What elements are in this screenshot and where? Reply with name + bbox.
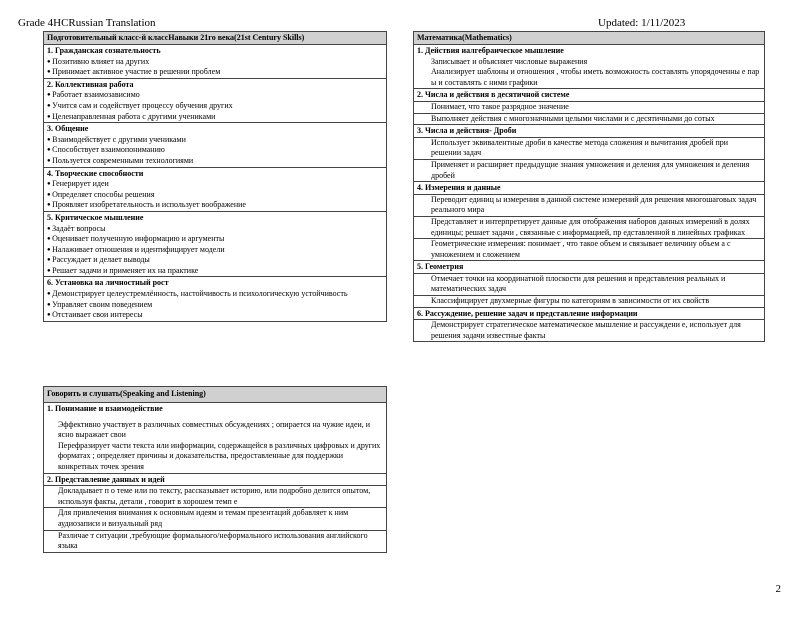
updated-date: Updated: 1/11/2023 bbox=[598, 17, 686, 29]
math-section bbox=[414, 89, 764, 125]
bullet-item: ● Принимает активное участие в решении проблем bbox=[44, 67, 386, 78]
bullet-item: ● Демонстрирует целеустремлённость, настойчивость и психологическую устойчивость bbox=[44, 289, 386, 300]
bullet-item: ● Проявляет изобретательность и использует воображение bbox=[44, 200, 386, 211]
skills-section bbox=[44, 277, 386, 320]
speaking-section bbox=[44, 403, 386, 474]
section-heading: 5. Геометрия bbox=[417, 262, 464, 272]
standard-item: Демонстрирует стратегическое математическое мышление и рассуждени е, использует для решения задачи известные факты bbox=[414, 319, 764, 341]
standard-item: Представляет и интерпретирует данные для отображения наборов данных измерений в долях единицы; решает задачи , связанные с информацией, пр едставленной в линейных графиках bbox=[414, 216, 764, 238]
math-box-title: Математика(Mathematics) bbox=[414, 31, 764, 45]
section-heading: 4. Измерения и данные bbox=[417, 183, 501, 193]
bullet-item: ● Налаживает отношения и идентифицирует модели bbox=[44, 245, 386, 256]
standard-item: Анализирует шаблоны и отношения , чтобы иметь возможность составлять упорядоченны е пар ы и составлять с ними графики bbox=[431, 67, 760, 87]
standard-item: Классифицирует двухмерные фигуры по категориям в зависимости от их свойств bbox=[414, 295, 764, 307]
standard-item: Перефразирует части текста или информации, содержащейся в различных цифровых и других форматах ; определяет причины и доказательства, предоставленные для поддержки конкретных точек зрения bbox=[58, 440, 381, 471]
math-sections bbox=[414, 45, 764, 341]
standard-item: Докладывает п о теме или по тексту, рассказывает историю, или подробно делится опытом, используя факты, детали , говорит в хорошем темп е bbox=[44, 485, 386, 507]
standard-item: Переводит единиц ы измерения в данной системе измерений для решения многошаговых задач реального мира bbox=[414, 194, 764, 216]
section-heading: 6. Рассуждение, решение задач и представление информации bbox=[417, 308, 638, 318]
standard-item: Геометрические измерения: понимает , что такое объем и связывает величину объем а с умножением и сложением bbox=[414, 238, 764, 260]
skills-box bbox=[43, 31, 387, 322]
skills-section bbox=[44, 212, 386, 278]
section-heading: 1. Гражданская сознательность bbox=[47, 46, 161, 55]
section-heading: 6. Установка на личностный рост bbox=[47, 278, 169, 288]
math-section bbox=[414, 125, 764, 182]
bullet-item: ● Работает взаимозависимо bbox=[44, 90, 386, 101]
bullet-item: ● Решает задачи и применяет их на практике bbox=[44, 266, 386, 277]
bullet-item: ● Учится сам и содействует процессу обучения других bbox=[44, 101, 386, 112]
math-section bbox=[414, 308, 764, 342]
skills-sections bbox=[44, 45, 386, 321]
page-number: 2 bbox=[775, 583, 781, 595]
section-heading: 5. Критическое мышление bbox=[47, 212, 144, 222]
math-section bbox=[414, 261, 764, 307]
bullet-item: ● Отстаивает свои интересы bbox=[44, 310, 386, 321]
standard-item: Эффективно участвует в различных совместных обсуждениях ; опирается на чужие идеи, и ясно выражает свои bbox=[58, 419, 371, 440]
standard-item: Записывает и объясняет числовые выражения bbox=[431, 56, 588, 66]
math-box bbox=[413, 31, 765, 342]
bullet-item: ● Определяет способы решения bbox=[44, 190, 386, 201]
standard-item: Выполняет действия с многозначными целыми числами и с десятичными до сотых bbox=[414, 113, 764, 125]
bullet-item: ● Оценивает полученную информацию и аргументы bbox=[44, 234, 386, 245]
section-heading: 1. Понимание и взаимодействие bbox=[47, 404, 163, 413]
section-heading: 2. Представление данных и идей bbox=[47, 474, 165, 484]
speaking-sections bbox=[44, 403, 386, 552]
section-heading: 3. Числа и действия- Дроби bbox=[417, 126, 517, 136]
section-heading: 2. Числа и действия в десятичной системе bbox=[417, 90, 570, 100]
speaking-section bbox=[44, 474, 386, 552]
speaking-box bbox=[43, 386, 387, 553]
section-heading: 4. Творческие способности bbox=[47, 168, 144, 178]
bullet-item: ● Взаимодействует с другими учениками bbox=[44, 135, 386, 146]
skills-box-title: Подготовительный класс-й классНавыки 21го века(21st Century Skills) bbox=[44, 31, 386, 45]
bullet-item: ● Пользуется современными технологиями bbox=[44, 156, 386, 167]
bullet-item: ● Рассуждает и делает выводы bbox=[44, 255, 386, 266]
bullet-item: ● Генерирует идеи bbox=[44, 179, 386, 190]
standard-item: Применяет и расширяет предыдущие знания умножения и деления для умножения и деления дробей bbox=[414, 159, 764, 181]
bullet-item: ● Способствует взаимопониманию bbox=[44, 145, 386, 156]
bullet-item: ● Управляет своим поведением bbox=[44, 300, 386, 311]
standard-item: Использует эквивалентные дроби в качестве метода сложения и вычитания дробей при решении задач bbox=[414, 137, 764, 159]
section-heading: 2. Коллективная работа bbox=[47, 79, 134, 89]
section-heading: 1. Действия иалгебраическое мышление bbox=[417, 46, 564, 55]
skills-section bbox=[44, 45, 386, 79]
skills-section bbox=[44, 79, 386, 123]
bullet-item: ● Позитивно влияет на других bbox=[44, 57, 386, 68]
grade-header: Grade 4HCRussian Translation bbox=[18, 17, 156, 29]
math-section bbox=[414, 45, 764, 89]
skills-section bbox=[44, 123, 386, 167]
skills-section bbox=[44, 168, 386, 212]
section-heading: 3. Общение bbox=[47, 124, 89, 134]
standard-item: Для привлечения внимания к основным идеям и темам презентаций добавляет к ним аудиозаписи и визуальный ряд bbox=[44, 507, 386, 529]
standard-item: Различае т ситуации ,требующие формального/неформального использования английского языка bbox=[44, 530, 386, 552]
bullet-item: ● Целенаправленная работа с другими учениками bbox=[44, 112, 386, 123]
standard-item: Понимает, что такое разрядное значение bbox=[414, 101, 764, 113]
standard-item: Отмечает точки на координатной плоскости для решения и представления реальных и математических задач bbox=[414, 273, 764, 295]
speaking-box-title: Говорить и слушать(Speaking and Listening) bbox=[44, 386, 386, 403]
math-section bbox=[414, 182, 764, 261]
bullet-item: ● Задаёт вопросы bbox=[44, 224, 386, 235]
